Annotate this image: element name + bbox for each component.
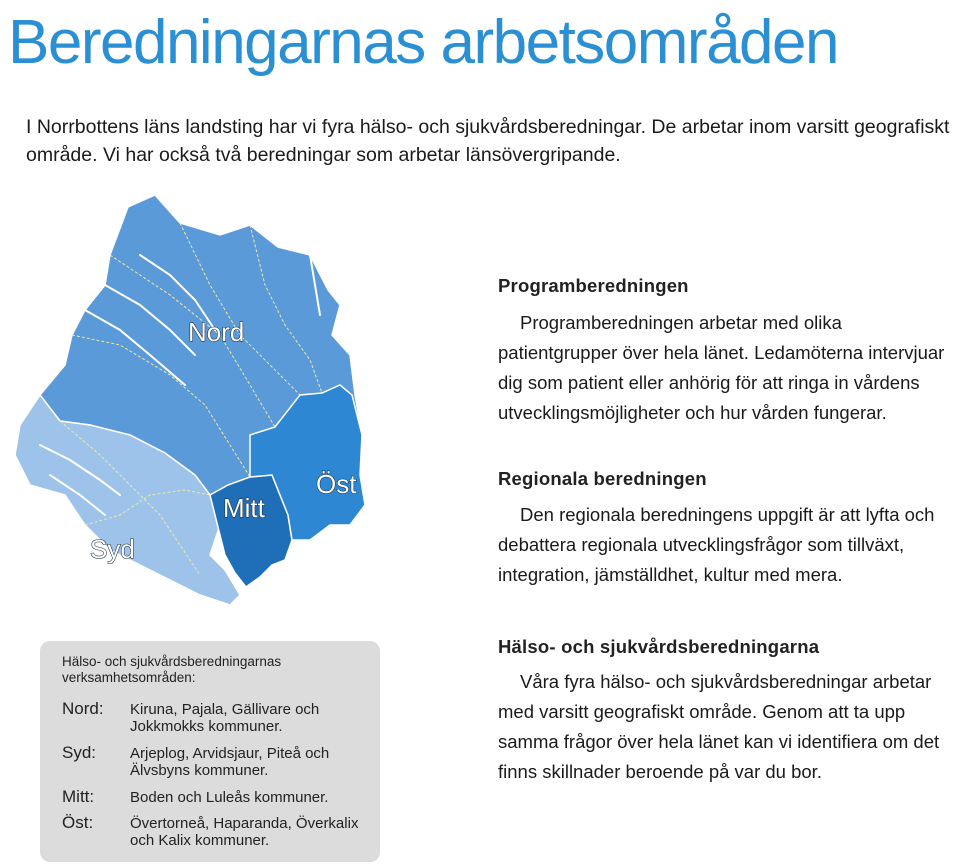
intro-paragraph: I Norrbottens läns landsting har vi fyra hälso- och sjukvårdsberedningar. De arbetar inom varsitt geografiskt område. Vi har också två beredningar som arbetar länsövergripande. [26,116,950,166]
section-heading-programberedningen: Programberedningen [498,275,689,296]
info-box-heading: Hälso- och sjukvårdsberedningarnas verksamhetsområden: [62,654,282,685]
info-value: Arjeplog, Arvidsjaur, Piteå och Älvsbyns kommuner. [130,745,330,779]
info-key: Mitt: [62,787,95,806]
map-label-mitt: Mitt [223,493,265,523]
county-map [10,195,380,615]
info-box [40,641,380,862]
map-label-nord: Nord [188,317,245,347]
info-value: Övertorneå, Haparanda, Överkalix och Kalix kommuner. [130,815,359,849]
section-body-regionala: Den regionala beredningens uppgift är att lyfta och debattera regionala utvecklingsfrågor som tillväxt, integration, jämställdhet, kultur med mera. [498,504,935,585]
section-body-halso-sjukvard: Våra fyra hälso- och sjukvårdsberedningar arbetar med varsitt geografiskt område. Genom att ta upp samma frågor över hela länet kan vi identifiera om det finns skillnader beroende på var du bor. [498,671,940,782]
section-body-programberedningen: Programberedningen arbetar med olika patientgrupper över hela länet. Ledamöterna intervjuar dig som patient eller anhörig för att ringa in vårdens utvecklingsmöjligheter och hur vården fungerar. [498,312,945,423]
page-title: Beredningarnas arbetsområden [8,8,838,77]
info-value: Kiruna, Pajala, Gällivare och Jokkmokks kommuner. [130,701,320,735]
info-value: Boden och Luleås kommuner. [130,789,329,806]
info-key: Syd: [62,743,97,762]
section-heading-regionala: Regionala beredningen [498,468,707,489]
info-key: Öst: [62,813,94,832]
map-label-ost: Öst [316,469,357,499]
map-label-syd: Syd [90,534,135,564]
info-key: Nord: [62,699,104,718]
section-heading-halso-sjukvard: Hälso- och sjukvårdsberedningarna [498,636,820,657]
